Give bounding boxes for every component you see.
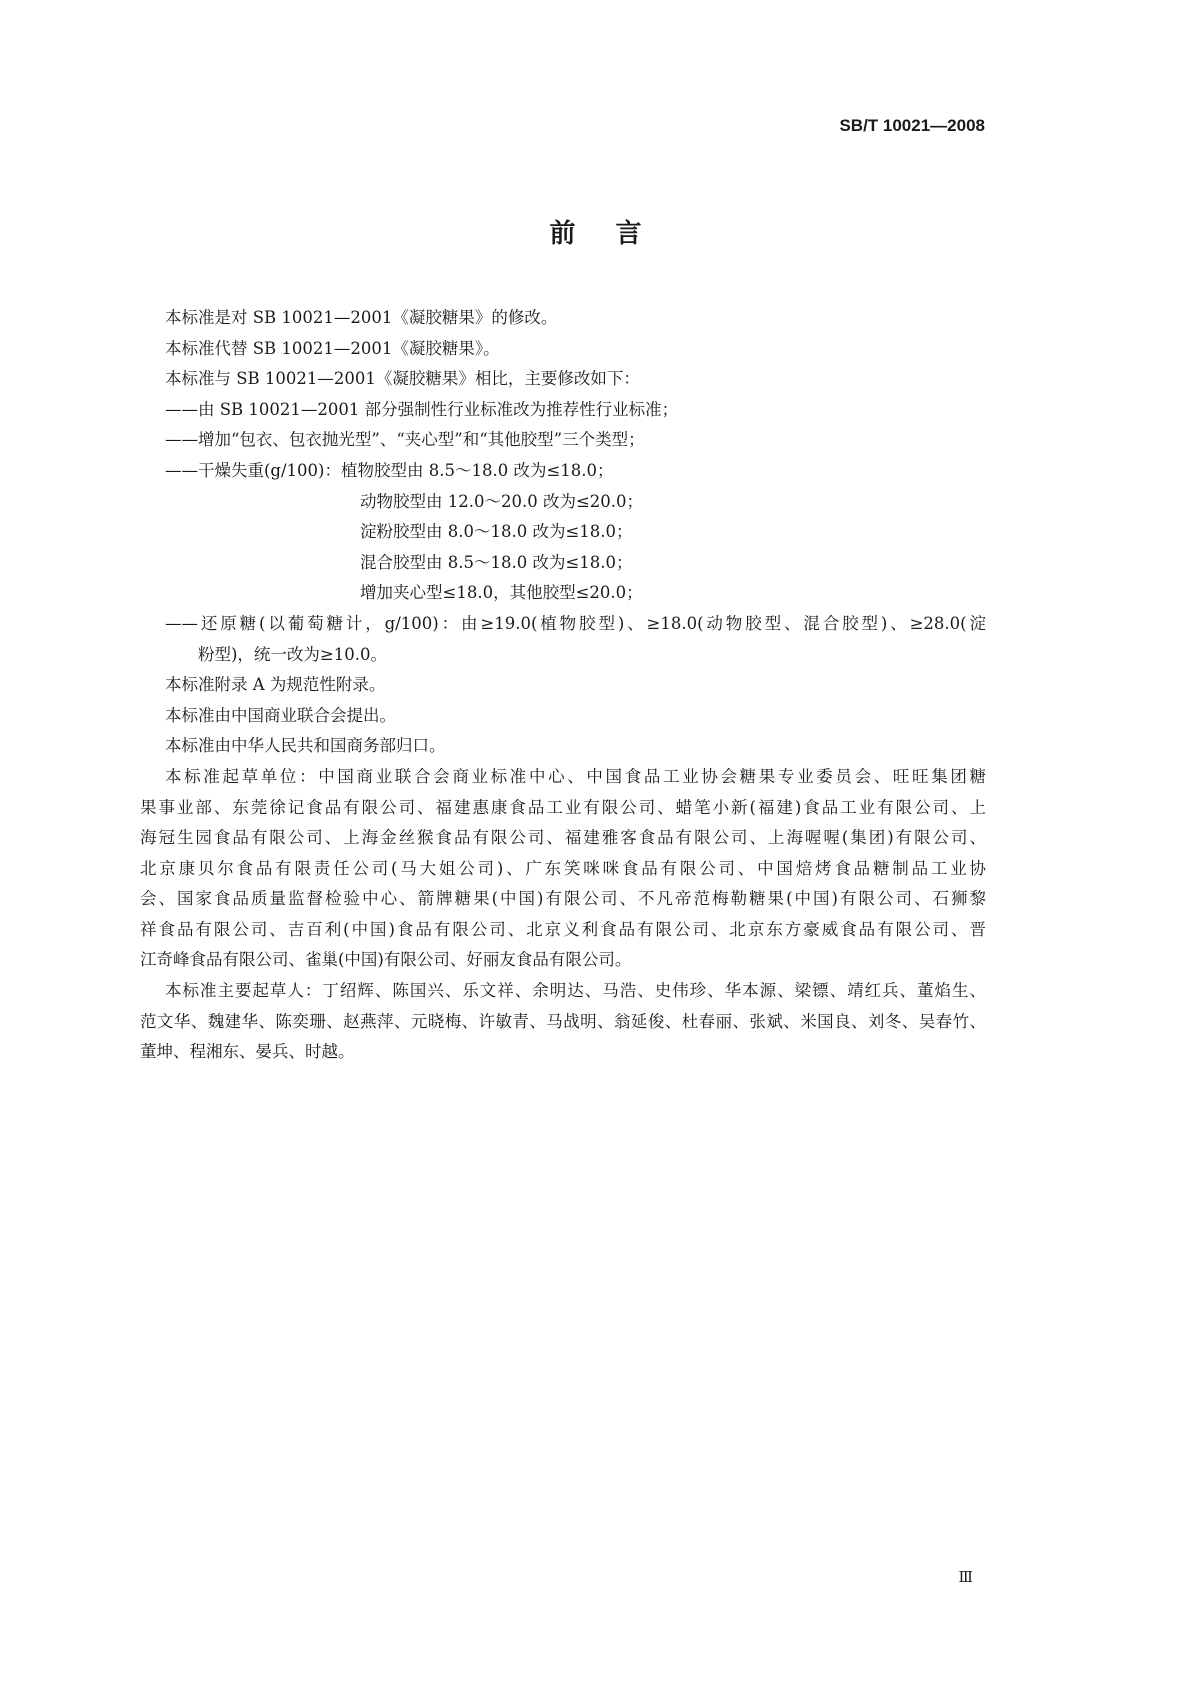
list-item-sub: 增加夹心型≤18.0，其他胶型≤20.0； bbox=[360, 583, 643, 603]
page-number: Ⅲ bbox=[958, 1568, 973, 1586]
text-line: 本标准与 SB 10021—2001《凝胶糖果》相比，主要修改如下： bbox=[165, 369, 640, 389]
list-item: ——增加“包衣、包衣抛光型”、“夹心型”和“其他胶型”三个类型； bbox=[165, 430, 645, 450]
foreword-body bbox=[140, 303, 986, 1068]
list-item-sub: 动物胶型由 12.0～20.0 改为≤20.0； bbox=[360, 491, 644, 511]
text-line: 江奇峰食品有限公司、雀巢(中国)有限公司、好丽友食品有限公司。 bbox=[140, 950, 632, 970]
text-line: 北京康贝尔食品有限责任公司(马大姐公司)、广东笑咪咪食品有限公司、中国焙烤食品糖制品工业协 bbox=[140, 858, 986, 878]
text-line: 本标准由中国商业联合会提出。 bbox=[165, 705, 396, 725]
list-item-sub: 混合胶型由 8.5～18.0 改为≤18.0； bbox=[360, 552, 633, 572]
text-line: 本标准是对 SB 10021—2001《凝胶糖果》的修改。 bbox=[165, 308, 558, 327]
list-item: ——还原糖(以葡萄糖计，g/100)：由≥19.0(植物胶型)、≥18.0(动物胶型、混合胶型)、≥28.0(淀 bbox=[165, 613, 986, 633]
text-line: 本标准附录 A 为规范性附录。 bbox=[165, 675, 386, 695]
list-item: ——干燥失重(g/100)：植物胶型由 8.5～18.0 改为≤18.0； bbox=[165, 460, 614, 480]
text-line: 范文华、魏建华、陈奕珊、赵燕萍、元晓梅、许敏青、马战明、翁延俊、杜春丽、张斌、米国良、刘冬、吴春竹、 bbox=[140, 1011, 986, 1031]
list-item-continued: 粉型)，统一改为≥10.0。 bbox=[198, 644, 388, 664]
text-line: 本标准代替 SB 10021—2001《凝胶糖果》。 bbox=[165, 338, 500, 358]
list-item: ——由 SB 10021—2001 部分强制性行业标准改为推荐性行业标准； bbox=[165, 399, 679, 419]
text-line: 本标准主要起草人：丁绍辉、陈国兴、乐文祥、余明达、马浩、史伟珍、华本源、梁镖、靖红兵、董焰生、 bbox=[165, 981, 986, 1001]
text-line: 海冠生园食品有限公司、上海金丝猴食品有限公司、福建雅客食品有限公司、上海喔喔(集团)有限公司、 bbox=[140, 828, 986, 848]
list-item-sub: 淀粉胶型由 8.0～18.0 改为≤18.0； bbox=[360, 522, 633, 542]
page-title: 前言 bbox=[549, 219, 682, 249]
text-line: 本标准由中华人民共和国商务部归口。 bbox=[165, 736, 446, 756]
standard-code: SB/T 10021—2008 bbox=[839, 116, 985, 135]
text-line: 祥食品有限公司、吉百利(中国)食品有限公司、北京义利食品有限公司、北京东方豪威食品有限公司、晋 bbox=[140, 919, 986, 939]
text-line: 会、国家食品质量监督检验中心、箭牌糖果(中国)有限公司、不凡帝范梅勒糖果(中国)有限公司、石狮黎 bbox=[140, 889, 986, 909]
text-line: 本标准起草单位：中国商业联合会商业标准中心、中国食品工业协会糖果专业委员会、旺旺集团糖 bbox=[165, 766, 986, 786]
text-line: 董坤、程湘东、晏兵、时越。 bbox=[140, 1042, 355, 1062]
text-line: 果事业部、东莞徐记食品有限公司、福建惠康食品工业有限公司、蜡笔小新(福建)食品工业有限公司、上 bbox=[140, 797, 986, 817]
